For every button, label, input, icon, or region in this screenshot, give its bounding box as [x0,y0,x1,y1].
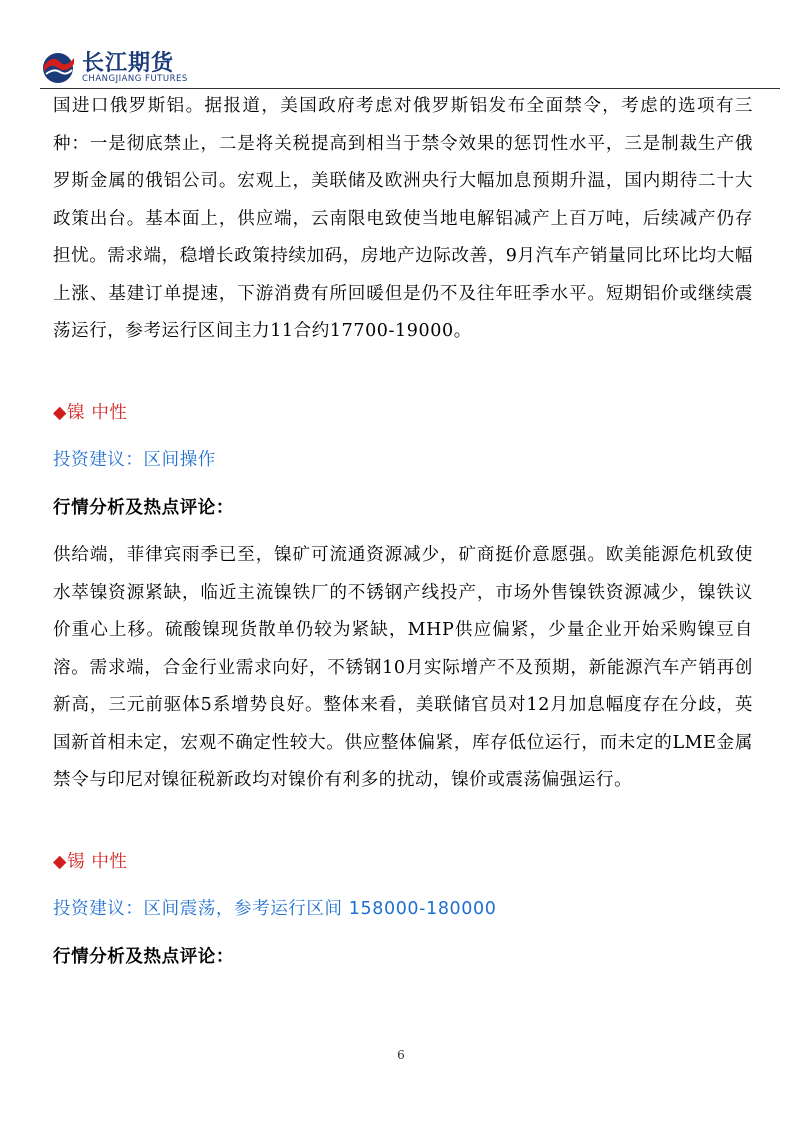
page-header [38,40,778,90]
tin-section [53,844,753,977]
section-title-nickel: ◆镍 中性 [53,402,128,423]
nickel-section [53,395,753,800]
analysis-heading-tin: 行情分析及热点评论： [53,946,234,967]
investment-advice-tin: 投资建议：区间震荡，参考运行区间 158000-180000 [53,899,497,919]
brand-subtitle: CHANGJIANG FUTURES [82,74,188,84]
investment-advice-nickel: 投资建议：区间操作 [53,450,216,470]
page-number: 6 [397,1048,405,1062]
document-body [53,88,753,976]
wave-logo-icon [38,46,78,86]
brand-name: 长江期货 [82,51,175,76]
section-title-tin: ◆锡 中性 [53,851,128,872]
company-logo [38,46,198,90]
analysis-body-nickel: 供给端，菲律宾雨季已至，镍矿可流通资源减少，矿商挺价意愿强。欧美能源危机致使水萃镍资源紧缺，临近主流镍铁厂的不锈钢产线投产，市场外售镍铁资源减少，镍铁议价重心上移。硫酸镍现货散单仍较为紧缺，MHP供应偏紧，少量企业开始采购镍豆自溶。需求端，合金行业需求向好，不锈钢10月实际增产不及预期，新能源汽车产销再创新高，三元前驱体5系增势良好。整体来看，美联储官员对12月加息幅度存在分歧，英国新首相未定，宏观不确定性较大。供应整体偏紧，库存低位运行，而未定的LME金属禁令与印尼对镍征税新政均对镍价有利多的扰动，镍价或震荡偏强运行。 [53,545,753,790]
aluminum-continuation-paragraph: 国进口俄罗斯铝。据报道，美国政府考虑对俄罗斯铝发布全面禁令，考虑的选项有三种：一是彻底禁止，二是将关税提高到相当于禁令效果的惩罚性水平，三是制裁生产俄罗斯金属的俄铝公司。宏观上，美联储及欧洲央行大幅加息预期升温，国内期待二十大政策出台。基本面上，供应端，云南限电致使当地电解铝减产上百万吨，后续减产仍存担忧。需求端，稳增长政策持续加码，房地产边际改善，9月汽车产销量同比环比均大幅上涨、基建订单提速，下游消费有所回暖但是仍不及往年旺季水平。短期铝价或继续震荡运行，参考运行区间主力11合约17700-19000。 [53,96,753,341]
analysis-heading-nickel: 行情分析及热点评论： [53,497,234,518]
